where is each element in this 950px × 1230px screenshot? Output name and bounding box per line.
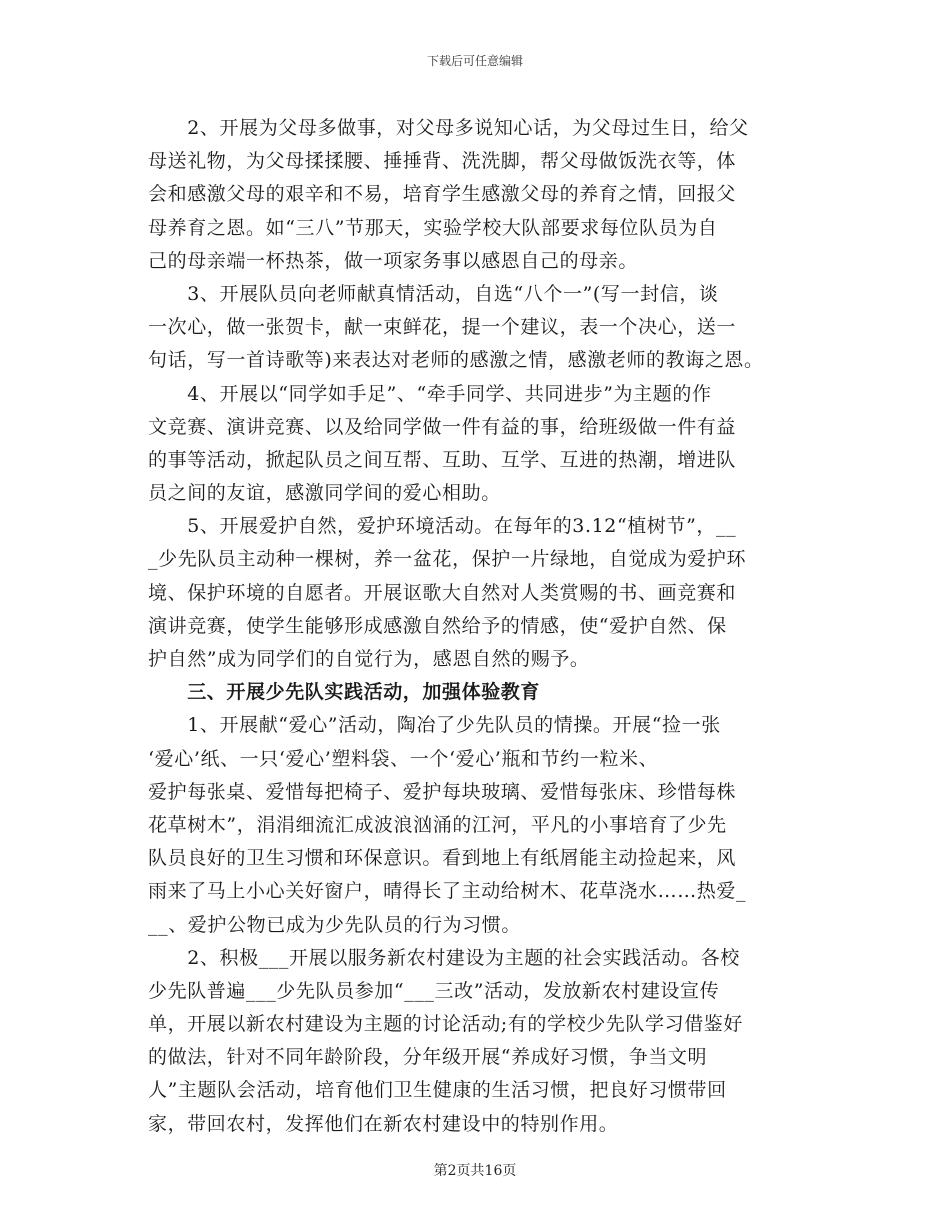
text-line: 护自然”成为同学们的自觉行为，感恩自然的赐予。: [148, 648, 590, 670]
text-line: 会和感激父母的艰辛和不易，培育学生感激父母的养育之情，回报父: [148, 183, 737, 206]
text-line: 母养育之恩。如“三八”节那天，实验学校大队部要求每位队员为自: [148, 216, 718, 239]
text-line: 花草树木”，涓涓细流汇成波浪汹涌的江河，平凡的小事培育了少先: [148, 813, 727, 836]
text-line: 少先队普遍___少先队员参加“___三改”活动，发放新农村建设宣传: [148, 979, 720, 1002]
text-line: 爱护每张桌、爱惜每把椅子、爱护每块玻璃、爱惜每张床、珍惜每株: [148, 780, 737, 803]
text-line: 雨来了马上小心关好窗户，晴得长了主动给树木、花草浇水……热爱_: [148, 880, 747, 903]
text-line: 5、开展爱护自然，爱护环境活动。在每年的3.12“植树节”，__: [148, 515, 737, 538]
text-line: 己的母亲端一杯热茶，做一项家务事以感恩自己的母亲。: [148, 249, 639, 272]
text-line: 2、开展为父母多做事，对父母多说知心话，为父母过生日，给父: [148, 117, 749, 139]
text-line: 的事等活动，掀起队员之间互帮、互助、互学、互进的热潮，增进队: [148, 448, 737, 471]
text-line: ‘爱心’纸、一只‘爱心’塑料袋、一个‘爱心’瓶和节约一粒米、: [148, 747, 659, 770]
text-line: 3、开展队员向老师献真情活动，自选“八个一”(写一封信，谈: [148, 282, 719, 305]
document-body: [148, 112, 808, 1141]
text-line: 文竞赛、演讲竞赛、以及给同学做一件有益的事，给班级做一件有益: [148, 415, 737, 438]
text-line: 一次心，做一张贺卡，献一束鲜花，提一个建议，表一个决心，送一: [148, 316, 737, 339]
text-line: 家，带回农村，发挥他们在新农村建设中的特别作用。: [148, 1112, 619, 1135]
text-line: 队员良好的卫生习惯和环保意识。看到地上有纸屑能主动捡起来，风: [148, 847, 737, 870]
text-line: 母送礼物，为父母揉揉腰、捶捶背、洗洗脚，帮父母做饭洗衣等，体: [148, 150, 737, 173]
text-line: 演讲竞赛，使学生能够形成感激自然给予的情感，使“爱护自然、保: [148, 614, 727, 637]
text-line: 的做法，针对不同年龄阶段，分年级开展“养成好习惯，争当文明: [148, 1046, 708, 1069]
text-line: 单，开展以新农村建设为主题的讨论活动;有的学校少先队学习借鉴好: [148, 1013, 744, 1036]
text-line: 句话，写一首诗歌等)来表达对老师的感激之情，感激老师的教诲之恩。: [148, 349, 764, 372]
text-line: 人”主题队会活动，培育他们卫生健康的生活习惯，把良好习惯带回: [148, 1079, 727, 1102]
text-line: 1、开展献“爱心”活动，陶冶了少先队员的情操。开展“捡一张: [148, 714, 721, 737]
text-line: 员之间的友谊，感激同学间的爱心相助。: [148, 482, 501, 505]
text-line: 4、开展以“同学如手足”、“牵手同学、共同进步”为主题的作: [148, 382, 712, 405]
text-line: _少先队员主动种一棵树，养一盆花，保护一片绿地，自觉成为爱护环: [148, 548, 747, 571]
text-line: __、爱护公物已成为少先队员的行为习惯。: [148, 913, 522, 936]
text-line: 2、积极___开展以服务新农村建设为主题的社会实践活动。各校: [148, 946, 740, 969]
page-header: 下载后可任意编辑: [426, 54, 523, 68]
section-heading: 三、开展少先队实践活动，加强体验教育: [148, 681, 541, 704]
page-number: 第2页共16页: [433, 1163, 517, 1179]
text-line: 境、保护环境的自愿者。开展讴歌大自然对人类赏赐的书、画竞赛和: [148, 581, 737, 604]
